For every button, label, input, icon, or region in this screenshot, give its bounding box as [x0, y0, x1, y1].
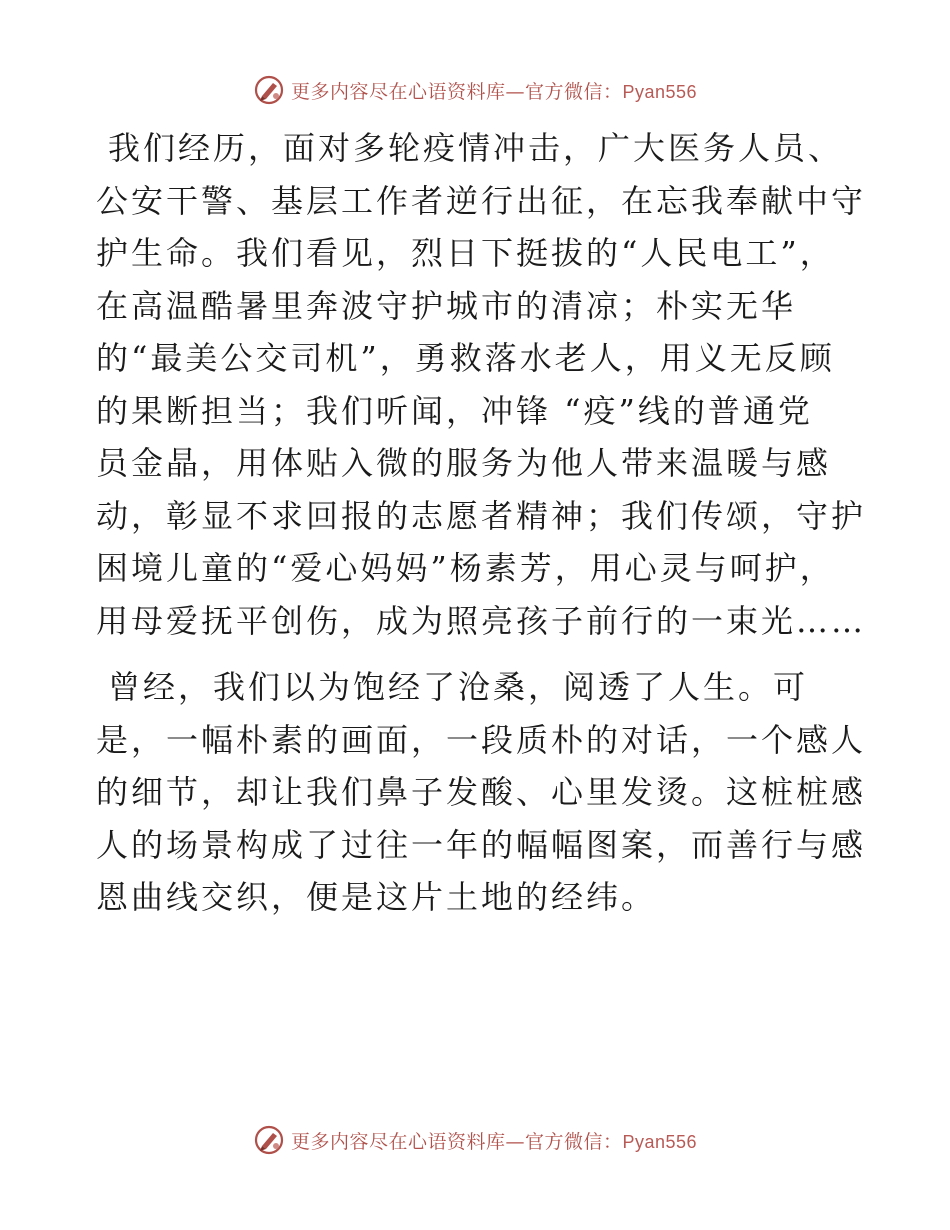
text-line: 曾经，我们以为饱经了沧桑，阅透了人生。可 [108, 668, 809, 706]
text-line: 的果断担当；我们听闻，冲锋 “疫”线的普通党 [96, 391, 813, 430]
footer-watermark [0, 1120, 950, 1160]
text-line: 在高温酷暑里奔波守护城市的清凉；朴实无华 [96, 286, 797, 325]
paragraph-1 [96, 122, 867, 647]
paragraph-2 [96, 661, 867, 924]
paragraph-spacer [96, 647, 856, 661]
text-line: 是，一幅朴素的画面，一段质朴的对话，一个感人 [96, 720, 867, 759]
watermark-text: 更多内容尽在心语资料库—官方微信：Pyan556 [290, 1130, 698, 1153]
pen-logo-icon [253, 1124, 285, 1156]
pen-logo-icon [253, 74, 285, 106]
watermark-text: 更多内容尽在心语资料库—官方微信：Pyan556 [290, 80, 698, 103]
text-line: 困境儿童的“爱心妈妈”杨素芳，用心灵与呵护， [96, 549, 835, 587]
wechat-id: Pyan556 [622, 1131, 698, 1152]
text-line: 恩曲线交织，便是这片土地的经纬。 [96, 878, 657, 916]
text-line: 护生命。我们看见，烈日下挺拔的“人民电工”， [96, 234, 835, 272]
text-line: 的细节，却让我们鼻子发酸、心里发烫。这桩桩感 [96, 773, 867, 811]
text-line: 的“最美公交司机”，勇救落水老人，用义无反顾 [96, 339, 835, 377]
document-body [96, 122, 867, 924]
text-line: 公安干警、基层工作者逆行出征，在忘我奉献中守 [96, 181, 867, 220]
wechat-id: Pyan556 [622, 81, 698, 102]
text-line: 员金晶，用体贴入微的服务为他人带来温暖与感 [96, 444, 832, 482]
header-watermark [0, 70, 950, 110]
text-line: 人的场景构成了过往一年的幅幅图案，而善行与感 [96, 825, 867, 864]
text-line: 我们经历，面对多轮疫情冲击，广大医务人员、 [108, 129, 844, 167]
text-line: 用母爱抚平创伤，成为照亮孩子前行的一束光…… [96, 601, 867, 640]
text-line: 动，彰显不求回报的志愿者精神；我们传颂，守护 [96, 496, 867, 535]
